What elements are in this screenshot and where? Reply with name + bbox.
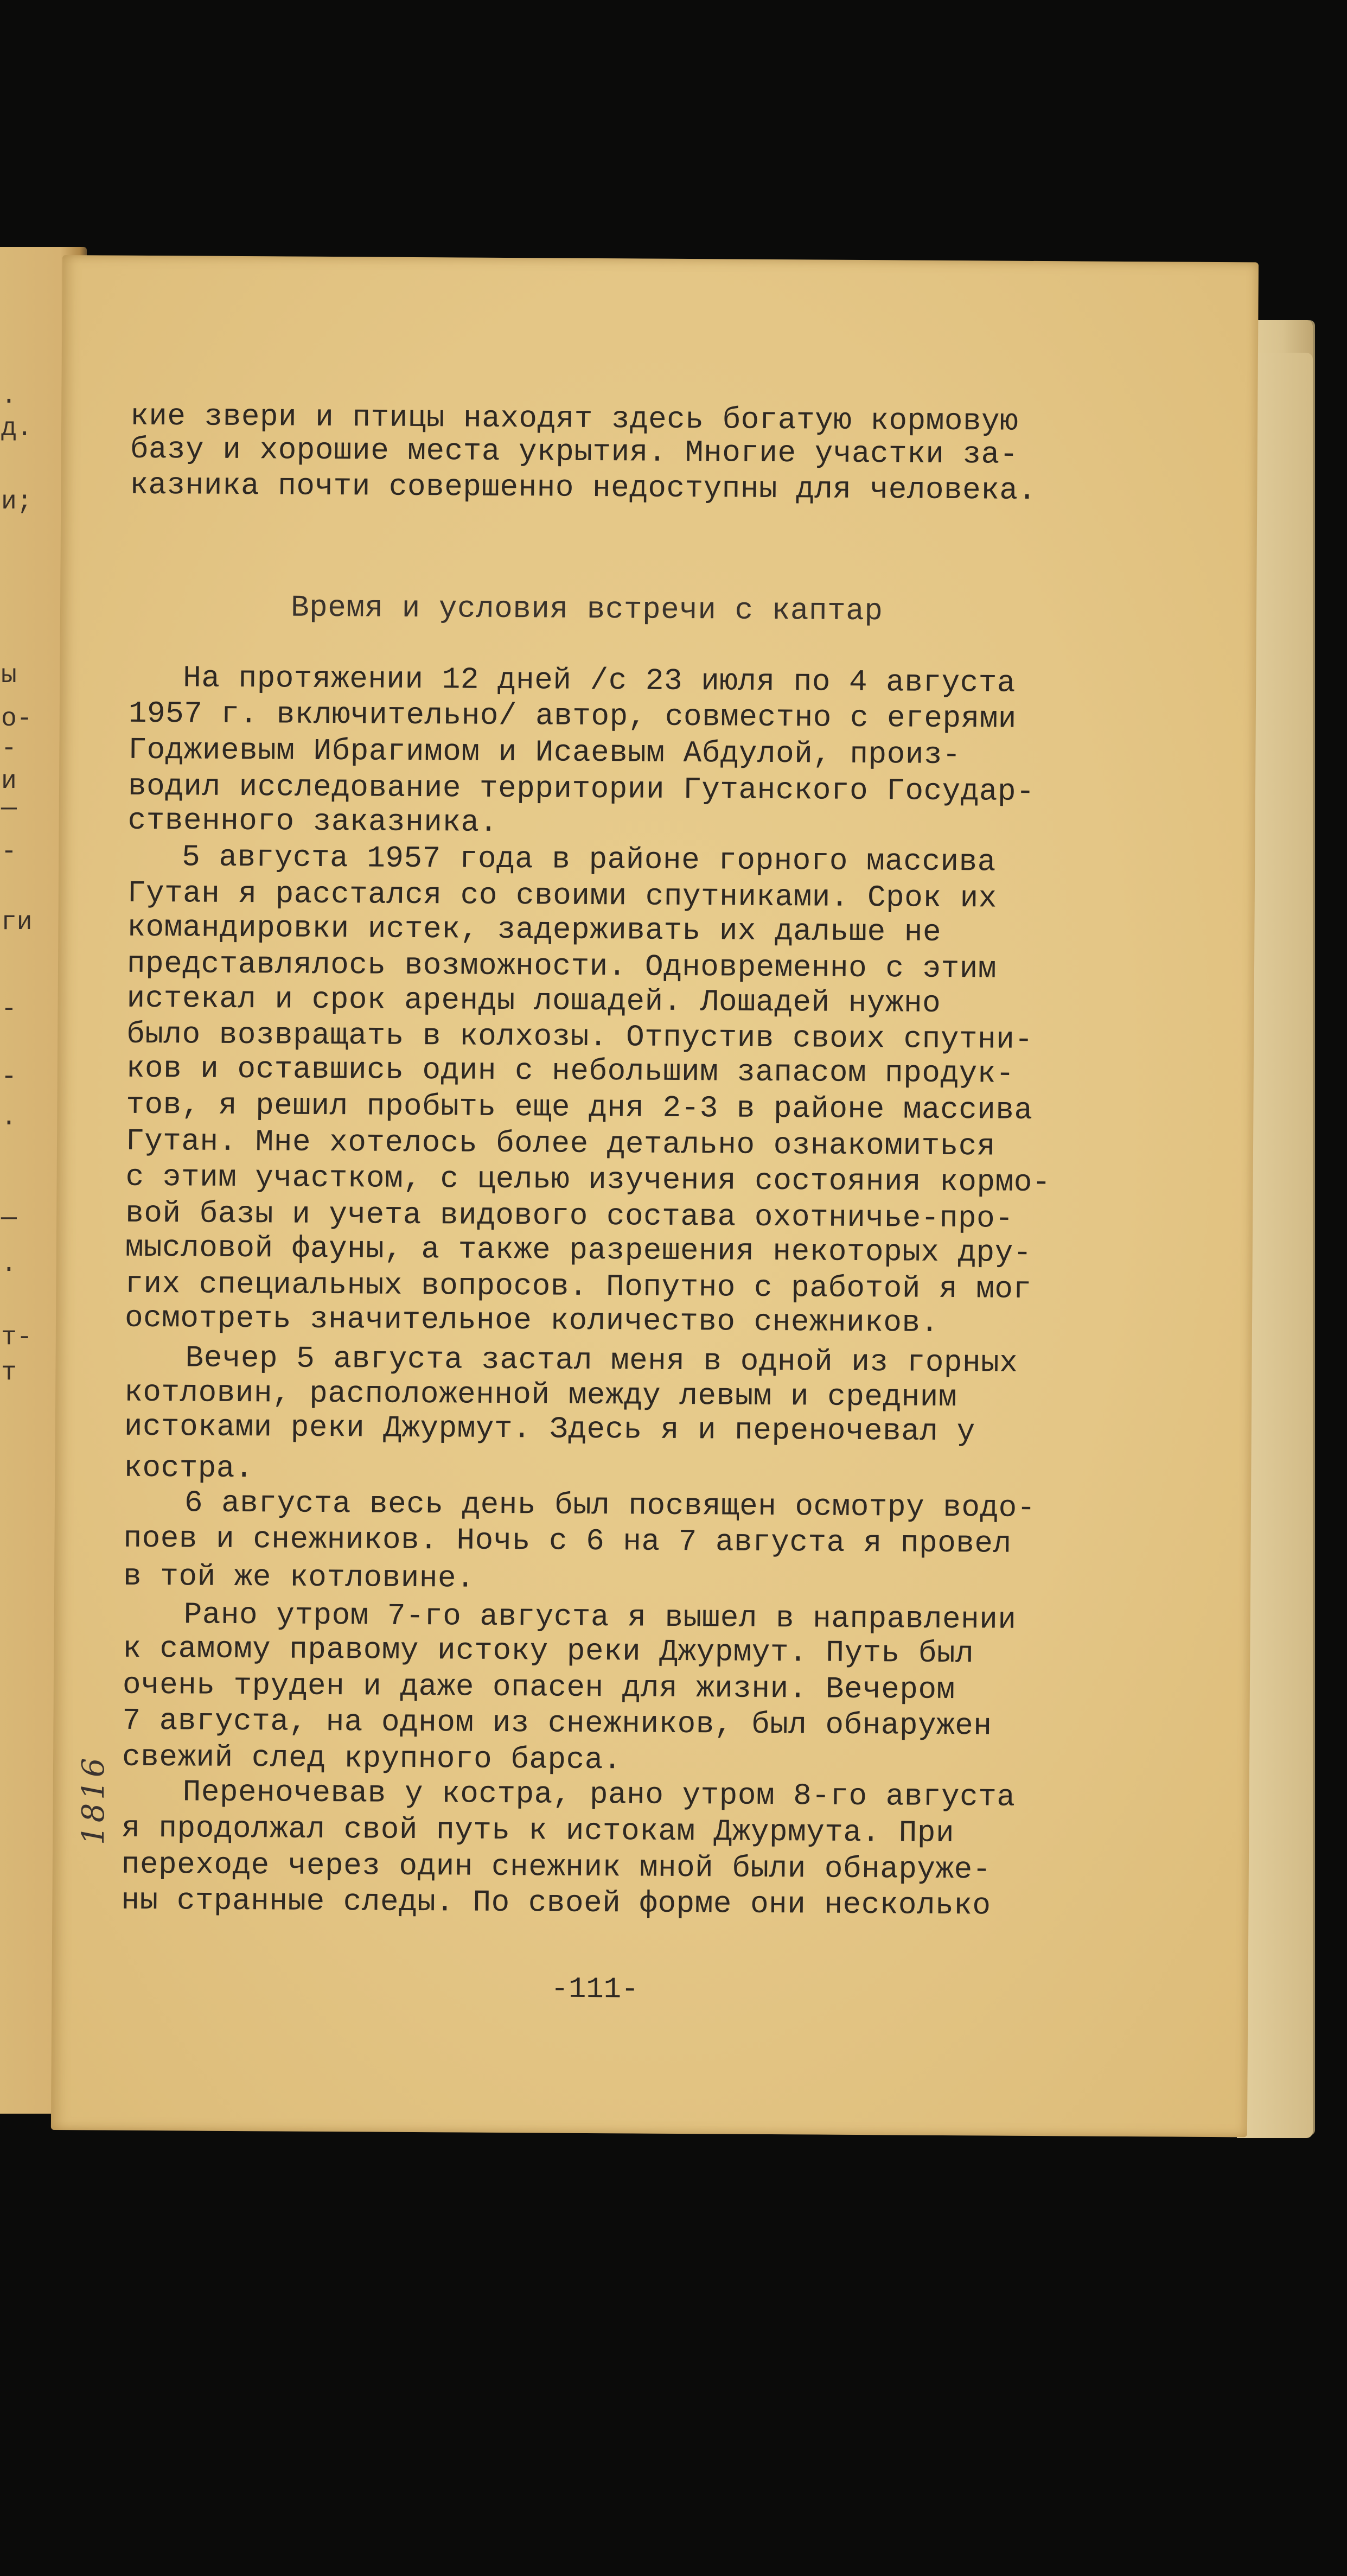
text-line: ков и оставшись один с небольшим запасом продук- (126, 1051, 1015, 1091)
text-line: Рано утром 7-го августа я вышел в направлении (183, 1597, 1017, 1637)
left-page-text-fragment: ги (1, 908, 33, 937)
text-line: 7 августа, на одном из снежников, был обнаружен (122, 1703, 992, 1744)
text-line: водил исследование территории Гутанского Государ- (127, 768, 1035, 809)
left-page-text-fragment: т (1, 1358, 17, 1388)
left-page-text-fragment: . (1, 1250, 17, 1279)
text-line: ны странные следы. По своей форме они несколько (121, 1882, 991, 1923)
text-line: истоками реки Джурмут. Здесь я и переночевал у (124, 1409, 975, 1449)
text-line: базу и хорошие места укрытия. Многие участки за- (130, 431, 1019, 472)
text-line: ственного заказника. (127, 803, 498, 840)
text-line: Гутан я расстался со своими спутниками. Срок их (127, 875, 997, 916)
text-line: Переночевав у костра, рано утром 8-го августа (182, 1774, 1016, 1815)
text-line: тов, я решил пробыть еще дня 2-3 в районе массива (126, 1087, 1033, 1128)
text-line: командировки истек, задерживать их дальше не (127, 909, 942, 950)
text-line: 5 августа 1957 года в районе горного массива (182, 839, 997, 880)
text-line: 1957 г. включительно/ автор, совместно с егерями (128, 696, 1017, 736)
text-line: к самому правому истоку реки Джурмут. Путь был (123, 1631, 974, 1671)
margin-stamp: 1816 (76, 1754, 111, 1845)
left-page-text-fragment: — (1, 794, 17, 823)
text-line: Вечер 5 августа застал меня в одной из горных (185, 1340, 1018, 1381)
text-line: осмотреть значительное количество снежников. (124, 1300, 939, 1340)
left-page-text-fragment: - (1, 837, 17, 867)
text-line: поев и снежников. Ночь с 6 на 7 августа я провел (123, 1521, 1012, 1561)
left-page-text-fragment: . (1, 381, 17, 411)
left-page-text-fragment: - (1, 995, 17, 1024)
left-page-text-fragment: - (1, 734, 17, 764)
left-page-text-fragment: т- (1, 1323, 33, 1352)
text-line: с этим участком, с целью изучения состояния кормо- (125, 1159, 1051, 1200)
document-page (51, 255, 1259, 2137)
page-number: -111- (551, 1973, 639, 2007)
text-line: свежий след крупного барса. (122, 1739, 622, 1778)
text-line: я продолжал свой путь к истокам Джурмута. При (122, 1810, 955, 1851)
text-line: котловин, расположенной между левым и средним (124, 1375, 957, 1415)
left-page-text-fragment: и (1, 767, 17, 796)
text-line: костра. (124, 1450, 254, 1486)
left-page-text-fragment: — (1, 1204, 17, 1233)
text-line: На протяжении 12 дней /с 23 июля по 4 августа (183, 660, 1016, 701)
left-page-text-fragment: д. (1, 414, 33, 443)
text-line: Годжиевым Ибрагимом и Исаевым Абдулой, произ- (128, 732, 961, 773)
text-line: мысловой фауны, а также разрешения некоторых дру- (125, 1230, 1032, 1270)
text-line: 6 августа весь день был посвящен осмотру водо- (184, 1485, 1036, 1525)
text-line: истекал и срок аренды лошадей. Лошадей нужно (126, 981, 941, 1021)
left-page-text-fragment: и; (1, 487, 33, 517)
text-line: было возвращать в колхозы. Отпустив своих спутни- (126, 1016, 1033, 1057)
section-heading: Время и условия встречи с каптар (290, 590, 883, 629)
left-page-text-fragment: о- (1, 704, 33, 734)
text-line: в той же котловине. (123, 1559, 475, 1596)
text-line: очень труден и даже опасен для жизни. Вечером (122, 1667, 955, 1708)
text-line: вой базы и учета видового состава охотничье-про- (125, 1195, 1014, 1236)
left-page-text-fragment: - (1, 1063, 17, 1092)
text-line: казника почти совершенно недоступны для человека. (130, 467, 1037, 508)
text-line: представлялось возможности. Одновременно с этим (126, 946, 997, 987)
text-line: кие звери и птицы находят здесь богатую кормовую (130, 398, 1019, 439)
text-line: Гутан. Мне хотелось более детально ознакомиться (125, 1123, 996, 1164)
left-page-text-fragment: . (1, 1103, 17, 1133)
text-line: гих специальных вопросов. Попутно с работой я мог (125, 1266, 1032, 1307)
text-line: переходе через один снежник мной были обнаруже- (121, 1847, 992, 1887)
left-page-text-fragment: ы (1, 661, 17, 690)
